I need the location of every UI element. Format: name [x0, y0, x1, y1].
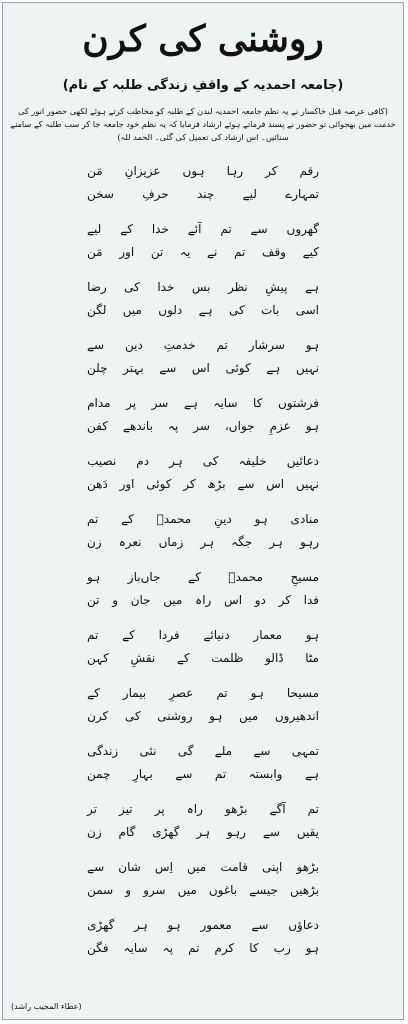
- poem-word: مَن: [87, 245, 103, 259]
- poem-word: منادی: [290, 512, 319, 526]
- poem-word: خدمتِ: [163, 338, 196, 352]
- poem-word: کیے: [302, 245, 319, 259]
- poem-word: مسیحِ: [290, 570, 319, 584]
- poem-word: بیمار: [122, 686, 147, 700]
- poem-word: کرم: [214, 941, 235, 955]
- poem-word: کر: [265, 164, 278, 178]
- poem-word: میں: [177, 883, 197, 897]
- poem-word: جیسے: [249, 883, 278, 897]
- poem-word: کوئی: [146, 477, 172, 491]
- poem-word: اپنی: [262, 860, 283, 874]
- poem-word: ہو: [305, 338, 319, 352]
- poem-word: سے: [262, 825, 280, 839]
- poem-line: [87, 415, 319, 438]
- poem-word: کے: [121, 512, 134, 526]
- poem-word: خدا: [151, 222, 169, 236]
- poem-word: سے: [87, 338, 105, 352]
- poem-word: معمور: [200, 918, 232, 932]
- poem-stanza: [87, 682, 319, 740]
- poem-word: تن: [150, 245, 164, 259]
- poem-word: کے: [87, 686, 100, 700]
- poem-word: سخن: [87, 187, 114, 201]
- poem-word: بڑھ: [207, 477, 226, 491]
- poem-word: کا: [253, 396, 263, 410]
- poem-word: تم: [307, 802, 319, 816]
- poem-word: ہو: [87, 570, 101, 584]
- poem-word: بڑھو: [296, 860, 319, 874]
- poem-word: عصرِ: [169, 686, 194, 700]
- poem-word: محمدؐ: [228, 570, 263, 584]
- poem-word: سر: [151, 396, 169, 410]
- poem-line: [87, 218, 319, 241]
- poem-word: اندھیروں: [274, 709, 319, 723]
- poem-line: [87, 763, 319, 786]
- poem-line: [87, 473, 319, 496]
- poem-word: ہو: [305, 941, 319, 955]
- poem-title: روشنی کی کرن: [82, 18, 324, 60]
- poem-word: خدا: [157, 280, 175, 294]
- article-page: [2, 2, 404, 1020]
- poem-word: کے: [122, 628, 135, 642]
- poem-word: دلوں: [158, 303, 183, 317]
- poem-word: ہے: [183, 396, 198, 410]
- poem-word: تمہارے: [285, 187, 319, 201]
- poem-word: ہوں: [182, 164, 205, 178]
- poem-word: نعرہ: [118, 535, 142, 549]
- poem-word: تم: [216, 686, 228, 700]
- poem-word: گھڑی: [152, 825, 180, 839]
- poem-word: دعائیں: [286, 454, 319, 468]
- poem-subtitle: (جامعہ احمدیہ کے واقفِ زندگی طلبہ کے نام): [62, 78, 344, 93]
- poem-line: [87, 508, 319, 531]
- poem-word: اس: [224, 593, 243, 607]
- poem-stanza: [87, 450, 319, 508]
- poem-word: باغوں: [208, 883, 238, 897]
- poem-word: بہتر: [123, 361, 144, 375]
- poem-word: رقم: [299, 164, 319, 178]
- poem-line: [87, 160, 319, 183]
- poem-word: جواں،: [224, 419, 255, 433]
- poem-word: یہ: [179, 245, 191, 259]
- poem-word: ہر: [134, 918, 148, 932]
- poem-stanza: [87, 798, 319, 856]
- poem-word: کوئی: [225, 361, 251, 375]
- poem-word: نقشِ: [130, 651, 156, 665]
- poem-word: میں: [239, 709, 259, 723]
- poem-word: و: [112, 593, 118, 607]
- poem-line: [87, 276, 319, 299]
- poem-word: تم: [87, 512, 99, 526]
- poem-word: سرشار: [248, 338, 285, 352]
- poem-line: [87, 241, 319, 264]
- poem-word: فرشتوں: [277, 396, 319, 410]
- poem-word: معمار: [253, 628, 283, 642]
- poem-word: نہیں: [295, 477, 319, 491]
- poem-word: دو: [254, 593, 266, 607]
- poem-word: پر: [126, 396, 137, 410]
- poem-word: مَن: [87, 164, 103, 178]
- poem-word: قامت: [220, 860, 248, 874]
- poem-word: ہے: [198, 303, 213, 317]
- poem-word: بڑھیں: [289, 883, 319, 897]
- poem-word: فدا: [303, 593, 319, 607]
- poem-line: [87, 392, 319, 415]
- poem-word: جگہ: [231, 535, 253, 549]
- poem-word: گھڑی: [87, 918, 115, 932]
- poem-word: ہو: [250, 686, 264, 700]
- poem-word: عزمِ: [269, 419, 291, 433]
- poem-word: نظر: [227, 280, 248, 294]
- poem-word: گی: [177, 744, 194, 758]
- poem-word: چمن: [87, 767, 111, 781]
- poem-word: کی: [124, 280, 140, 294]
- poem-word: چند: [196, 187, 215, 201]
- poem-word: کفن: [87, 419, 108, 433]
- poem-word: سمن: [87, 883, 114, 897]
- poem-word: سے: [159, 361, 177, 375]
- poem-word: زماں: [158, 535, 184, 549]
- poem-line: [87, 566, 319, 589]
- poem-word: دعاؤں: [288, 918, 319, 932]
- poem-stanza: [87, 160, 319, 218]
- poem-word: کا: [249, 941, 259, 955]
- poem-line: [87, 624, 319, 647]
- poem-word: پیشِ: [265, 280, 288, 294]
- poem-line: [87, 334, 319, 357]
- poem-word: ہے: [266, 361, 281, 375]
- poem-word: اور: [119, 245, 135, 259]
- author-credit: (عطاء المجیب راشد): [11, 1002, 82, 1011]
- poem-word: ہو: [167, 918, 181, 932]
- poem-line: [87, 821, 319, 844]
- poem-line: [87, 299, 319, 322]
- poem-word: کی: [202, 454, 219, 468]
- poem-body: [3, 160, 403, 972]
- poem-word: بڑھو: [224, 802, 248, 816]
- poem-stanza: [87, 856, 319, 914]
- poem-word: سے: [175, 767, 193, 781]
- poem-word: کر: [183, 477, 196, 491]
- poem-word: جاں‌باز: [127, 570, 161, 584]
- poem-word: مدام: [87, 396, 111, 410]
- poem-line: [87, 682, 319, 705]
- poem-word: روشنی: [157, 709, 193, 723]
- poem-stanza: [87, 566, 319, 624]
- poem-word: تن: [87, 593, 100, 607]
- poem-word: تم: [220, 222, 232, 236]
- poem-word: میں: [163, 593, 183, 607]
- poem-word: زن: [87, 535, 102, 549]
- poem-word: بہارِ: [132, 767, 153, 781]
- poem-word: کی: [228, 303, 245, 317]
- poem-stanza: [87, 392, 319, 450]
- poem-stanza: [87, 508, 319, 566]
- poem-line: [87, 856, 319, 879]
- poem-word: نہیں: [295, 361, 319, 375]
- poem-word: حرفِ: [142, 187, 169, 201]
- poem-word: جان: [130, 593, 151, 607]
- poem-word: فگن: [87, 941, 109, 955]
- poem-word: میں: [187, 860, 207, 874]
- poem-word: کی: [124, 709, 141, 723]
- poem-word: کہن: [87, 651, 109, 665]
- poem-word: باندھے: [122, 419, 153, 433]
- poem-stanza: [87, 740, 319, 798]
- poem-word: راہ: [186, 802, 203, 816]
- poem-line: [87, 879, 319, 902]
- poem-word: دَھن: [87, 477, 108, 491]
- poem-word: ڈالو: [265, 651, 284, 665]
- poem-word: سے: [251, 918, 269, 932]
- poem-line: [87, 798, 319, 821]
- poem-word: ہو: [209, 709, 223, 723]
- poem-word: کے: [120, 222, 133, 236]
- poem-word: ہر: [269, 535, 283, 549]
- poem-word: اسی: [295, 303, 319, 317]
- poem-word: ہو: [305, 419, 319, 433]
- poem-word: کے: [176, 651, 190, 665]
- poem-word: مسیحا: [286, 686, 319, 700]
- poem-line: [87, 647, 319, 670]
- poem-word: اور: [119, 477, 135, 491]
- poem-word: ہو: [305, 628, 319, 642]
- poem-word: ہر: [196, 825, 211, 839]
- poem-line: [87, 740, 319, 763]
- poem-word: دینِ: [213, 512, 232, 526]
- poem-word: لگن: [87, 303, 107, 317]
- poem-word: لیے: [242, 187, 257, 201]
- poem-word: مٹا: [305, 651, 319, 665]
- intro-note: (کافی عرصہ قبل خاکسار نے یہ نظم جامعہ احمدیہ لندن کے طلبہ کو مخاطب کرتے ہوئے لکھی حضور انور کی خدمت میں بھجوائی تو حضور نے پسند فرماتے ہوئے ارشاد فرمایا کہ یہ نظم خود جامعہ جا کر سب طلبہ کے سامنے سنائیں۔ اس ارشاد کی تعمیل کی گئی۔ الحمد للہ): [10, 106, 396, 142]
- poem-word: ہر: [169, 454, 183, 468]
- poem-word: رب: [273, 941, 291, 955]
- poem-word: کر: [278, 593, 291, 607]
- poem-word: سے: [237, 477, 255, 491]
- poem-word: سے: [250, 222, 268, 236]
- poem-word: سر: [193, 419, 210, 433]
- poem-word: تم: [188, 941, 200, 955]
- poem-line: [87, 357, 319, 380]
- poem-line: [87, 450, 319, 473]
- poem-word: ہر: [200, 535, 214, 549]
- poem-stanza: [87, 218, 319, 276]
- poem-word: دم: [136, 454, 150, 468]
- poem-word: ہے: [304, 767, 319, 781]
- poem-word: تر: [87, 802, 97, 816]
- poem-line: [87, 183, 319, 206]
- poem-word: فردا: [158, 628, 180, 642]
- poem-word: آگے: [269, 802, 286, 816]
- poem-word: و: [125, 883, 132, 897]
- poem-word: وقف: [262, 245, 286, 259]
- poem-word: نئی: [139, 744, 157, 758]
- poem-word: خلیفہ: [238, 454, 267, 468]
- poem-word: اس: [266, 477, 285, 491]
- poem-word: پہ: [167, 419, 179, 433]
- poem-word: رہو: [226, 825, 246, 839]
- poem-word: آئے: [187, 222, 202, 236]
- poem-word: تم: [216, 338, 228, 352]
- poem-word: گام: [118, 825, 136, 839]
- poem-word: گھروں: [286, 222, 319, 236]
- poem-word: وابستہ: [248, 767, 283, 781]
- poem-word: بات: [261, 303, 280, 317]
- poem-word: راہ: [195, 593, 212, 607]
- poem-word: رہا: [226, 164, 244, 178]
- poem-word: بس: [191, 280, 211, 294]
- poem-word: تم: [214, 767, 227, 781]
- poem-word: زندگی: [87, 744, 119, 758]
- poem-word: چلن: [87, 361, 108, 375]
- poem-word: کرن: [87, 709, 109, 723]
- poem-word: سے: [87, 860, 105, 874]
- poem-word: تم: [87, 628, 99, 642]
- poem-line: [87, 914, 319, 937]
- poem-line: [87, 589, 319, 612]
- poem-stanza: [87, 334, 319, 392]
- poem-word: لیے: [87, 222, 102, 236]
- poem-word: عزیزانِ: [124, 164, 161, 178]
- poem-line: [87, 937, 319, 960]
- poem-word: محمدؐ: [156, 512, 192, 526]
- poem-word: اس: [191, 361, 210, 375]
- poem-word: سے: [253, 744, 271, 758]
- poem-word: کے: [188, 570, 201, 584]
- poem-word: سایہ: [123, 941, 148, 955]
- poem-word: دنیائے: [203, 628, 230, 642]
- poem-word: ظلمت: [211, 651, 244, 665]
- poem-word: رضا: [87, 280, 107, 294]
- poem-word: نصیب: [87, 454, 117, 468]
- poem-word: تمہی: [291, 744, 319, 758]
- poem-line: [87, 705, 319, 728]
- poem-word: میں: [122, 303, 142, 317]
- poem-stanza: [87, 914, 319, 972]
- poem-word: رہو: [299, 535, 319, 549]
- poem-word: زن: [87, 825, 102, 839]
- poem-word: ملے: [214, 744, 233, 758]
- poem-word: پہ: [162, 941, 174, 955]
- poem-word: تم: [234, 245, 246, 259]
- poem-stanza: [87, 624, 319, 682]
- poem-word: شان: [118, 860, 141, 874]
- poem-word: اِس: [154, 860, 173, 874]
- poem-word: دین: [124, 338, 143, 352]
- poem-word: ہو: [254, 512, 268, 526]
- poem-stanza: [87, 276, 319, 334]
- poem-word: نے: [207, 245, 218, 259]
- poem-word: سرو: [143, 883, 166, 897]
- poem-word: پر: [154, 802, 165, 816]
- poem-word: سایہ: [213, 396, 238, 410]
- poem-word: ہے: [304, 280, 319, 294]
- poem-word: یقیں: [296, 825, 319, 839]
- poem-word: تیز: [119, 802, 133, 816]
- poem-line: [87, 531, 319, 554]
